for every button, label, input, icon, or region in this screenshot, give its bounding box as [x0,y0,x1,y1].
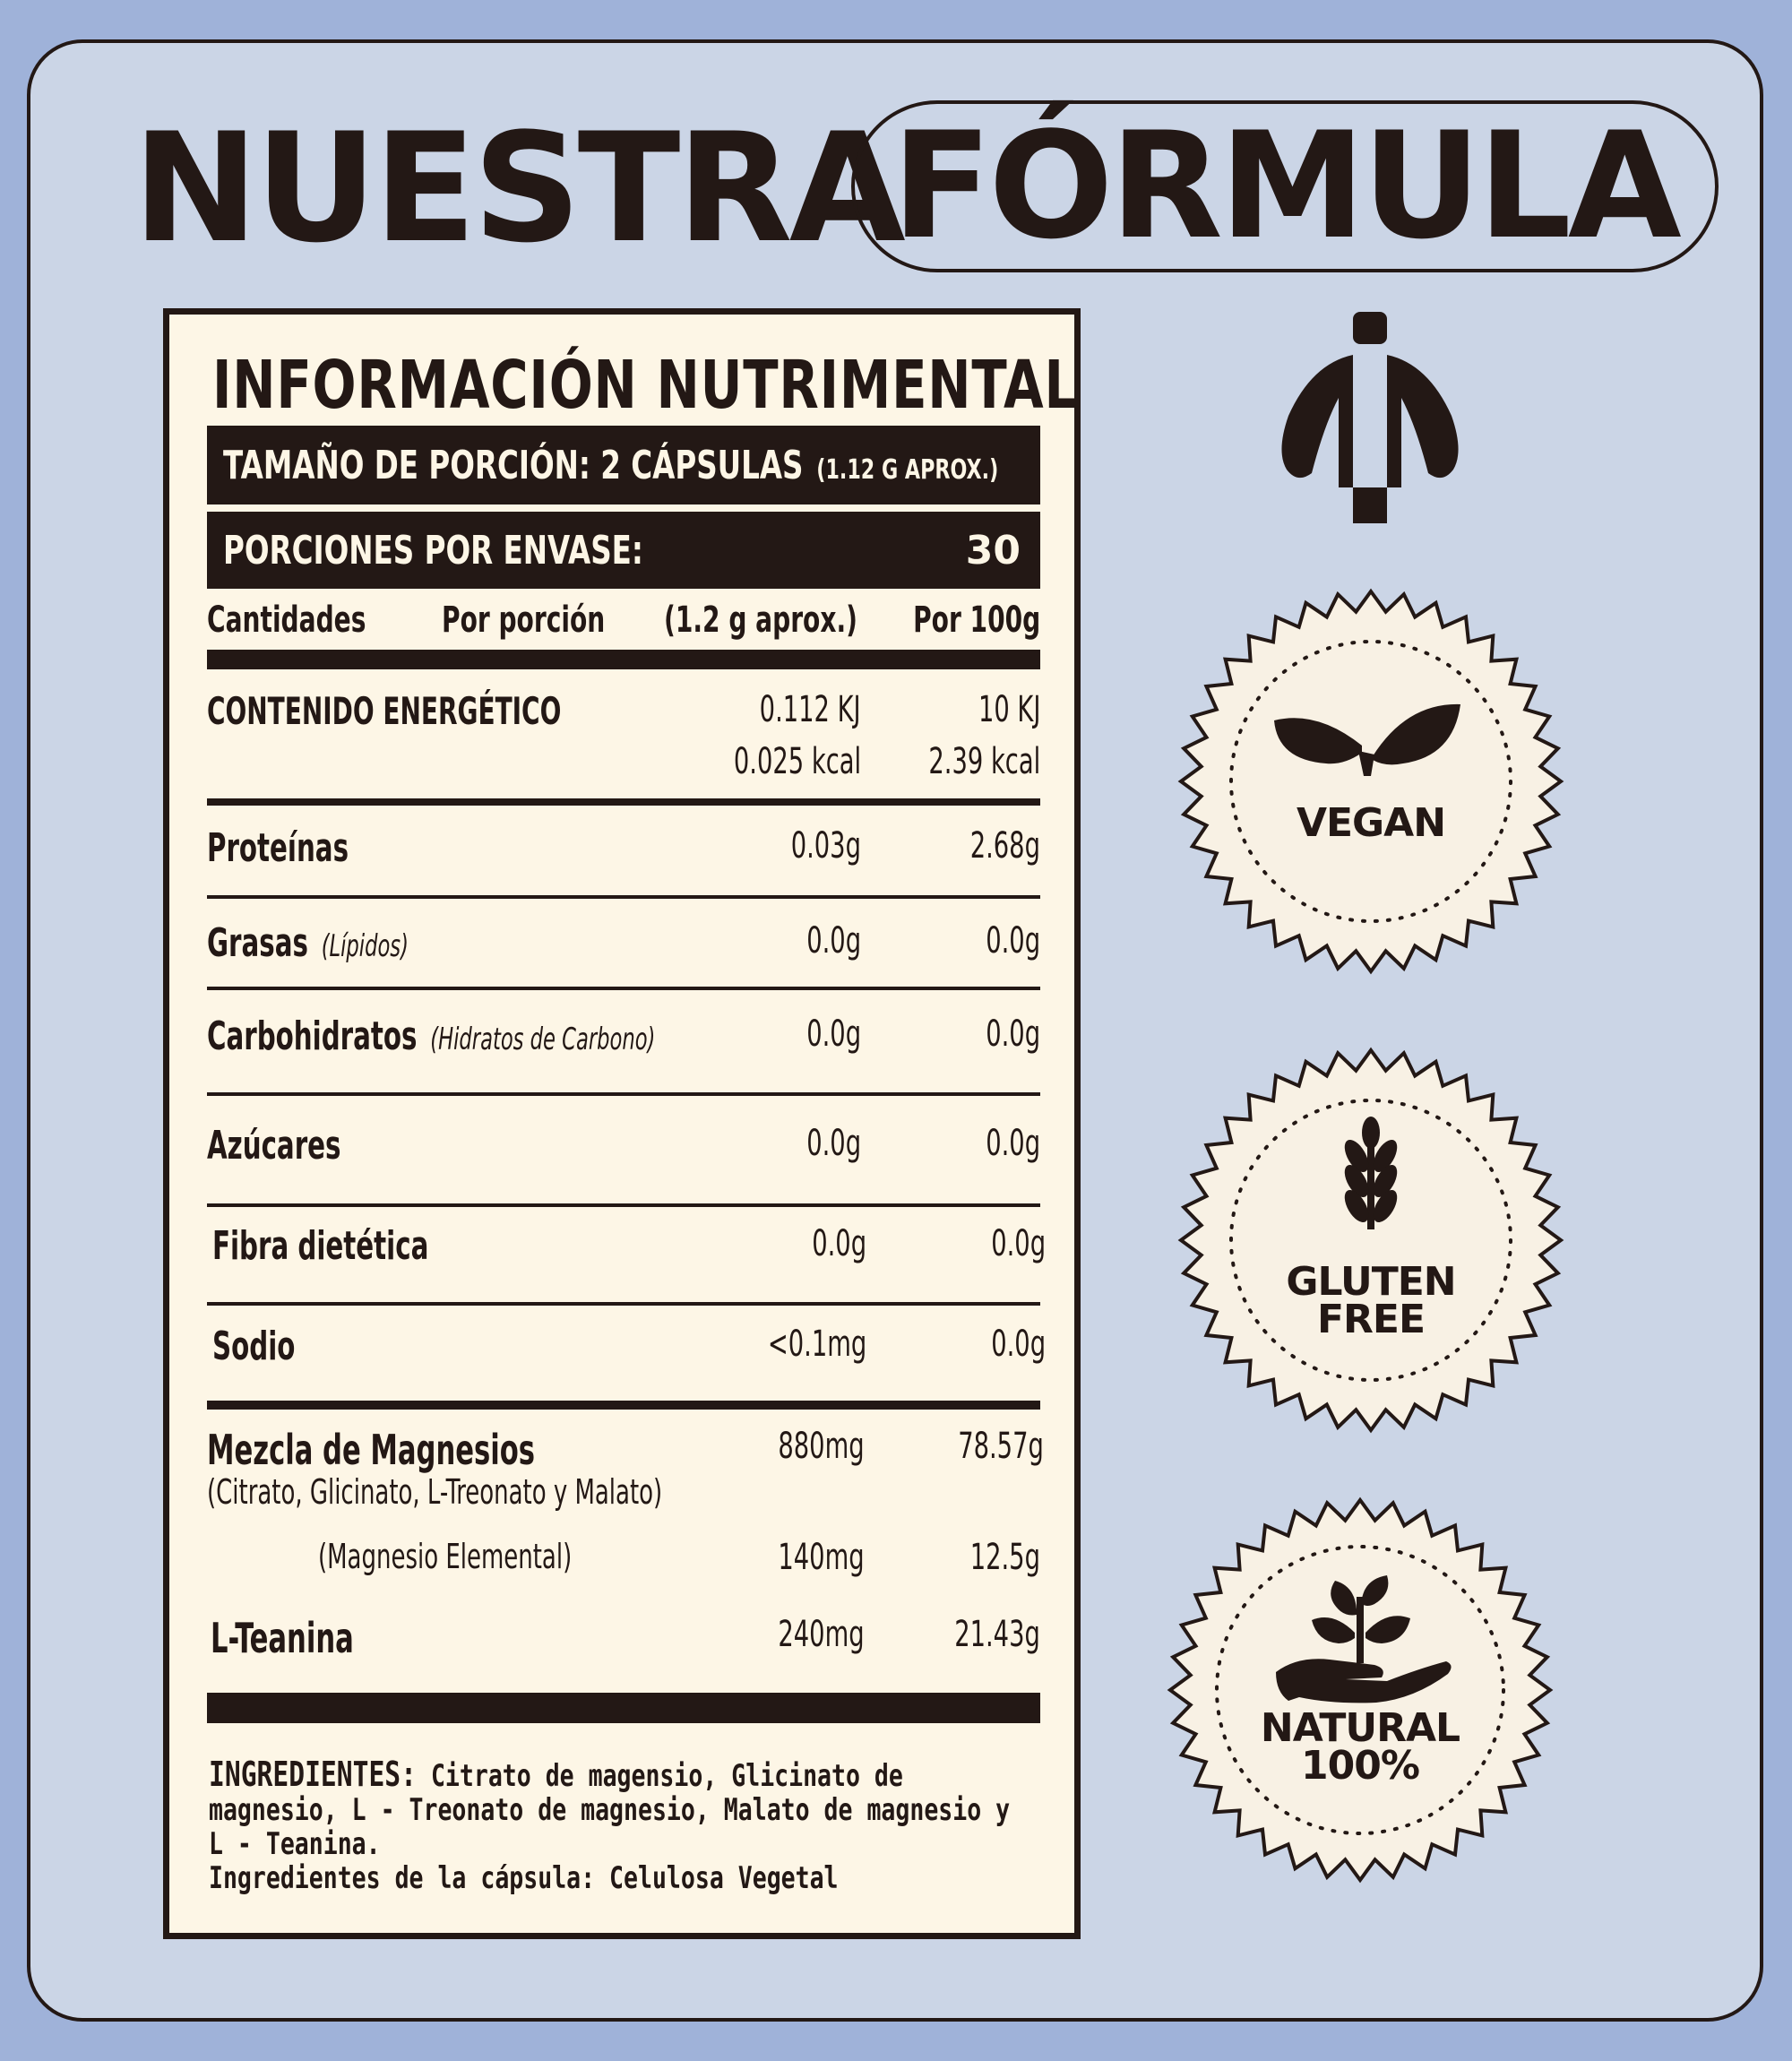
magnesium-block [207,1426,1044,1623]
nutrient-label: Azúcares [207,1123,341,1168]
gluten-free-badge [1174,1043,1568,1437]
magnesium-per100: 78.57g [958,1426,1044,1467]
nutrient-label: Grasas [207,920,308,966]
energy-kj-serving: 0.112 KJ [760,689,861,730]
servings-per-container-bar [207,512,1040,589]
col-amounts: Cantidades [207,599,366,641]
title-word-nuestra: NUESTRA [133,100,902,276]
nutrient-serving: 0.03g [790,825,861,867]
rule [207,1302,1040,1306]
energy-row [207,689,1040,797]
nutrient-per100: 0.0g [991,1324,1046,1365]
magnesium-detail: (Citrato, Glicinato, L-Treonato y Malato) [207,1472,663,1512]
servings-label: PORCIONES POR ENVASE: [223,527,643,573]
rule [207,895,1040,899]
title-pill [851,100,1719,272]
badge-seal [1163,1493,1557,1887]
gluten-label-line1: GLUTEN [1286,1259,1456,1305]
nutrient-label: Carbohidratos [207,1013,418,1059]
nutrient-per100: 0.0g [986,1013,1040,1055]
nutrient-row-sugars [207,1123,1040,1186]
badge-seal [1174,1043,1568,1437]
nutrient-serving: 0.0g [806,920,861,962]
nutrient-label: Proteínas [207,825,349,871]
gluten-label-line2: FREE [1316,1297,1426,1342]
magnesium-elemental-per100: 12.5g [969,1537,1040,1578]
nutrient-name [212,1223,428,1269]
ingredients-paragraph [209,1757,1033,1861]
nutrient-label: Fibra dietética [212,1223,429,1269]
brand-logo-icon [1267,308,1473,532]
nutrient-per100: 0.0g [986,1123,1040,1164]
nutrient-per100: 2.68g [969,825,1040,867]
rule [207,798,1040,806]
magnesium-elemental-name: (Magnesio Elemental) [318,1537,573,1576]
col-per-100g: Por 100g [912,599,1040,641]
ingredients-label: INGREDIENTES: [209,1755,417,1794]
theanine-row [207,1614,1040,1677]
rule [207,987,1040,990]
serving-size-label: TAMAÑO DE PORCIÓN: 2 CÁPSULAS [223,442,804,488]
natural-label-line1: NATURAL [1260,1705,1460,1751]
nutrient-serving: 0.0g [806,1123,861,1164]
nutrient-row-proteins [207,825,1040,888]
nutrient-sub: (Lípidos) [321,928,409,964]
serving-size-bar [207,426,1040,504]
energy-kj-100: 10 KJ [978,689,1040,730]
magnesium-serving: 880mg [778,1426,865,1467]
thick-rule [207,650,1040,669]
theanine-serving: 240mg [778,1614,865,1655]
nutrient-label: Sodio [212,1324,296,1369]
vegan-badge [1174,584,1568,979]
badge-seal [1174,584,1568,979]
nutrient-name [207,920,409,966]
capsule-ingredients: Ingredientes de la cápsula: Celulosa Vegetal [209,1860,839,1896]
nutrient-row-sodium [207,1324,1046,1386]
nutrition-title: INFORMACIÓN NUTRIMENTAL [212,347,1079,424]
nutrient-serving: 0.0g [806,1013,861,1055]
nutrient-serving: 0.0g [812,1223,866,1264]
nutrient-per100: 0.0g [986,920,1040,962]
nutrient-per100: 0.0g [991,1223,1046,1264]
col-per-serving: Por porción [442,599,606,641]
rule [207,1203,1040,1207]
natural-label-line2: 100% [1301,1743,1419,1789]
serving-size-text [223,443,998,488]
magnesium-elemental-serving: 140mg [778,1537,865,1578]
thick-rule-bottom [207,1693,1040,1723]
servings-value: 30 [965,527,1021,573]
nutrient-sub: (Hidratos de Carbono) [430,1022,656,1057]
rule [207,1092,1040,1096]
column-header [207,599,1040,653]
ingredients-block [209,1757,1033,1895]
title-word-formula: FÓRMULA [892,100,1678,272]
theanine-name: L-Teanina [211,1614,354,1662]
ingredients-text: Citrato de magensio, Glicinato de magnesio, L - Treonato de magnesio, Malato de magnesio y L - Teanina. [209,1758,1011,1862]
nutrition-label [163,308,1081,1939]
energy-kcal-serving: 0.025 kcal [733,741,861,782]
nutrient-name [207,1013,655,1059]
energy-name: CONTENIDO ENERGÉTICO [207,689,562,733]
col-approx: (1.2 g aprox.) [664,599,857,641]
nutrient-row-carbs [207,1013,1040,1076]
nutrient-name [212,1324,295,1369]
natural-badge [1163,1493,1557,1887]
nutrient-name [207,825,349,871]
energy-kcal-100: 2.39 kcal [928,741,1040,782]
nutrient-row-fats [207,920,1040,983]
nutrient-row-fiber [207,1223,1046,1286]
vegan-label: VEGAN [1296,800,1446,846]
rule [207,1401,1040,1410]
nutrient-serving: <0.1mg [767,1324,866,1365]
nutrient-name [207,1123,340,1168]
serving-size-note: (1.12 G APROX.) [816,453,999,486]
theanine-per100: 21.43g [954,1614,1040,1655]
magnesium-name: Mezcla de Magnesios [207,1426,536,1474]
